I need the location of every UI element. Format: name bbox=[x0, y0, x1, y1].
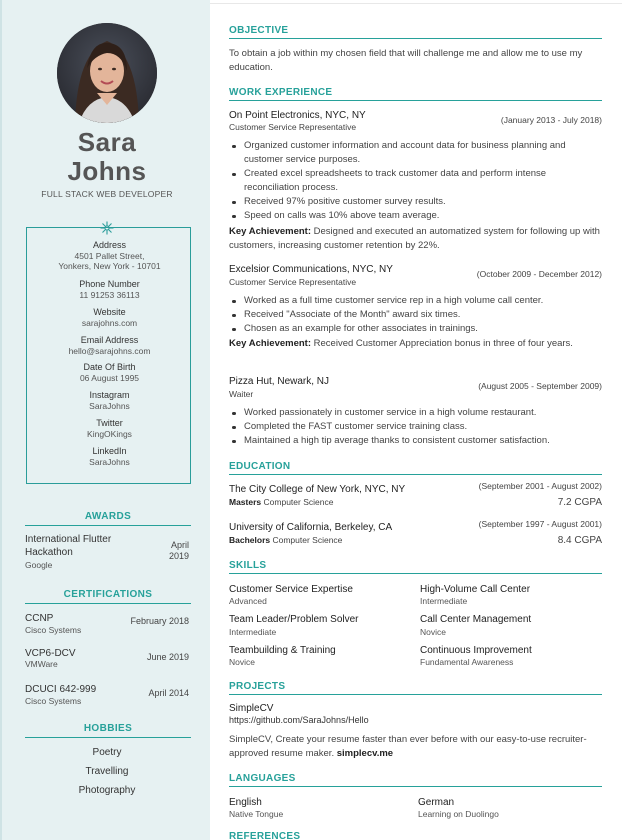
contact-email bbox=[27, 335, 192, 356]
skill-level: Intermediate bbox=[229, 627, 277, 637]
edu-dates: (September 1997 - August 2001) bbox=[478, 519, 602, 529]
skill-name: Teambuilding & Training bbox=[229, 645, 336, 656]
skill-name: Call Center Management bbox=[420, 614, 532, 625]
list-item: Completed the FAST customer service training class. bbox=[229, 420, 602, 434]
job-bullets bbox=[229, 294, 602, 336]
edu-field: Computer Science bbox=[272, 535, 343, 545]
language-name: English bbox=[229, 797, 262, 808]
job-company: Excelsior Communications, NYC, NY bbox=[229, 264, 393, 275]
edu-degree-type: Bachelors bbox=[229, 535, 271, 545]
contact-value[interactable]: KingOKings bbox=[87, 428, 132, 439]
last-name: Johns bbox=[67, 156, 147, 186]
job-role: Customer Service Representative bbox=[229, 122, 357, 132]
edu-school: The City College of New York, NYC, NY bbox=[229, 484, 406, 495]
awards-heading: AWARDS bbox=[25, 511, 191, 526]
cert-title: CCNP bbox=[25, 613, 54, 624]
edu-grade: 8.4 CGPA bbox=[557, 535, 602, 546]
contact-label: Date Of Birth bbox=[83, 362, 136, 372]
award-date-month: April bbox=[170, 540, 189, 550]
key-achievement-text: Designed and executed an automatized system for following up with customers, increasing customer retention by 22%. bbox=[229, 226, 600, 251]
contact-address bbox=[27, 240, 192, 272]
job-title: FULL STACK WEB DEVELOPER bbox=[41, 189, 173, 199]
contact-twitter bbox=[27, 418, 192, 439]
cert-org: Cisco Systems bbox=[25, 625, 82, 635]
hobby-item: Poetry bbox=[92, 747, 122, 758]
job-dates: (August 2005 - September 2009) bbox=[478, 381, 602, 391]
key-achievement bbox=[229, 225, 602, 253]
skill-level: Novice bbox=[420, 627, 446, 637]
cert-title: DCUCI 642-999 bbox=[25, 684, 97, 695]
job-bullets bbox=[229, 139, 602, 223]
award-org: Google bbox=[25, 560, 53, 570]
contact-instagram bbox=[27, 390, 192, 411]
contact-website bbox=[27, 307, 192, 328]
award-date-year: 2019 bbox=[168, 551, 189, 561]
contact-label: Phone Number bbox=[79, 279, 140, 289]
contact-value: 11 91253 36113 bbox=[79, 289, 140, 300]
list-item: Created excel spreadsheets to track customer data and perform intense reconciliation process. bbox=[229, 167, 602, 195]
skill-name: Continuous Improvement bbox=[420, 645, 532, 656]
avatar bbox=[57, 23, 157, 123]
contact-value: 06 August 1995 bbox=[79, 372, 140, 383]
contact-label: Twitter bbox=[96, 418, 123, 428]
contact-value[interactable]: SaraJohns bbox=[89, 456, 130, 467]
list-item: Organized customer information and account data for business planning and customer service purposes. bbox=[229, 139, 602, 167]
skill-level: Novice bbox=[229, 657, 255, 667]
sidebar bbox=[0, 0, 210, 840]
list-item: Maintained a high tip average thanks to consistent customer satisfaction. bbox=[229, 434, 602, 448]
job-company: Pizza Hut, Newark, NJ bbox=[229, 376, 330, 387]
job-dates: (October 2009 - December 2012) bbox=[476, 269, 602, 279]
hobby-item: Photography bbox=[78, 785, 136, 796]
contact-value: Yonkers, New York - 10701 bbox=[58, 261, 161, 271]
cert-org: Cisco Systems bbox=[25, 696, 82, 706]
skill-level: Intermediate bbox=[420, 596, 468, 606]
contact-box bbox=[26, 227, 191, 484]
projects-heading: PROJECTS bbox=[229, 681, 602, 695]
objective-heading: OBJECTIVE bbox=[229, 25, 602, 39]
cert-date: April 2014 bbox=[148, 688, 189, 698]
cert-title: VCP6-DCV bbox=[25, 648, 76, 659]
list-item: Worked passionately in customer service in a high volume restaurant. bbox=[229, 406, 602, 420]
skill-level: Advanced bbox=[229, 596, 267, 606]
contact-value[interactable]: hello@sarajohns.com bbox=[68, 345, 151, 356]
edu-degree bbox=[229, 497, 333, 507]
award-date bbox=[169, 540, 189, 562]
references-heading: REFERENCES bbox=[229, 831, 301, 840]
key-achievement-text: Received Customer Appreciation bonus in three of four years. bbox=[313, 338, 573, 349]
project-url[interactable]: https://github.com/SaraJohns/Hello bbox=[229, 715, 369, 725]
list-item: Received "Associate of the Month" award six times. bbox=[229, 308, 602, 322]
edu-grade: 7.2 CGPA bbox=[557, 497, 602, 508]
contact-value[interactable]: sarajohns.com bbox=[81, 317, 138, 328]
contact-phone bbox=[27, 279, 192, 300]
languages-heading: LANGUAGES bbox=[229, 773, 602, 787]
job-bullets bbox=[229, 406, 602, 448]
key-achievement-label: Key Achievement: bbox=[229, 226, 312, 237]
contact-linkedin bbox=[27, 446, 192, 467]
hobbies-heading: HOBBIES bbox=[25, 723, 191, 738]
project-link[interactable]: simplecv.me bbox=[336, 748, 394, 759]
key-achievement bbox=[229, 337, 602, 351]
edu-school: University of California, Berkeley, CA bbox=[229, 522, 393, 533]
main-content bbox=[229, 0, 602, 840]
language-level: Native Tongue bbox=[229, 809, 284, 819]
job-role: Waiter bbox=[229, 389, 254, 399]
list-item: Worked as a full time customer service rep in a high volume call center. bbox=[229, 294, 602, 308]
edu-degree-type: Masters bbox=[229, 497, 262, 507]
contact-label: LinkedIn bbox=[92, 446, 127, 456]
skills-heading: SKILLS bbox=[229, 560, 602, 574]
cert-org: VMWare bbox=[25, 659, 58, 669]
list-item: Speed on calls was 10% above team average. bbox=[229, 209, 602, 223]
contact-label: Email Address bbox=[80, 335, 139, 345]
skill-name: Customer Service Expertise bbox=[229, 584, 353, 595]
edu-dates: (September 2001 - August 2002) bbox=[478, 481, 602, 491]
hobby-item: Travelling bbox=[85, 766, 129, 777]
project-name: SimpleCV bbox=[229, 703, 274, 714]
education-heading: EDUCATION bbox=[229, 461, 602, 475]
contact-label: Address bbox=[92, 240, 127, 250]
award-title: International Flutter Hackathon bbox=[25, 534, 112, 558]
profile-photo bbox=[57, 23, 157, 123]
skill-name: Team Leader/Problem Solver bbox=[229, 614, 359, 625]
edu-field: Computer Science bbox=[263, 497, 334, 507]
cert-date: February 2018 bbox=[130, 616, 189, 626]
list-item: Received 97% positive customer survey results. bbox=[229, 195, 602, 209]
contact-dob bbox=[27, 362, 192, 383]
contact-value: 4501 Pallet Street, bbox=[74, 250, 145, 261]
first-name: Sara bbox=[77, 127, 137, 157]
skill-name: High-Volume Call Center bbox=[420, 584, 531, 595]
edu-degree bbox=[229, 535, 342, 545]
language-level: Learning on Duolingo bbox=[418, 809, 499, 819]
cert-date: June 2019 bbox=[146, 652, 189, 662]
job-role: Customer Service Representative bbox=[229, 277, 357, 287]
language-name: German bbox=[418, 797, 455, 808]
job-company: On Point Electronics, NYC, NY bbox=[229, 110, 366, 121]
contact-value[interactable]: SaraJohns bbox=[89, 400, 130, 411]
project-description-text: SimpleCV, Create your resume faster than ever before with our easy-to-use recruiter-approved resume maker. bbox=[229, 734, 587, 759]
project-description bbox=[229, 733, 602, 761]
list-item: Chosen as an example for other associates in trainings. bbox=[229, 322, 602, 336]
experience-heading: WORK EXPERIENCE bbox=[229, 87, 602, 101]
certifications-heading: CERTIFICATIONS bbox=[25, 589, 191, 604]
skill-level: Fundamental Awareness bbox=[420, 657, 514, 667]
key-achievement-label: Key Achievement: bbox=[229, 338, 312, 349]
objective-text: To obtain a job within my chosen field that will challenge me and allow me to use my education. bbox=[229, 48, 583, 73]
contact-label: Instagram bbox=[89, 390, 130, 400]
job-dates: (January 2013 - July 2018) bbox=[500, 115, 602, 125]
contact-label: Website bbox=[93, 307, 126, 317]
